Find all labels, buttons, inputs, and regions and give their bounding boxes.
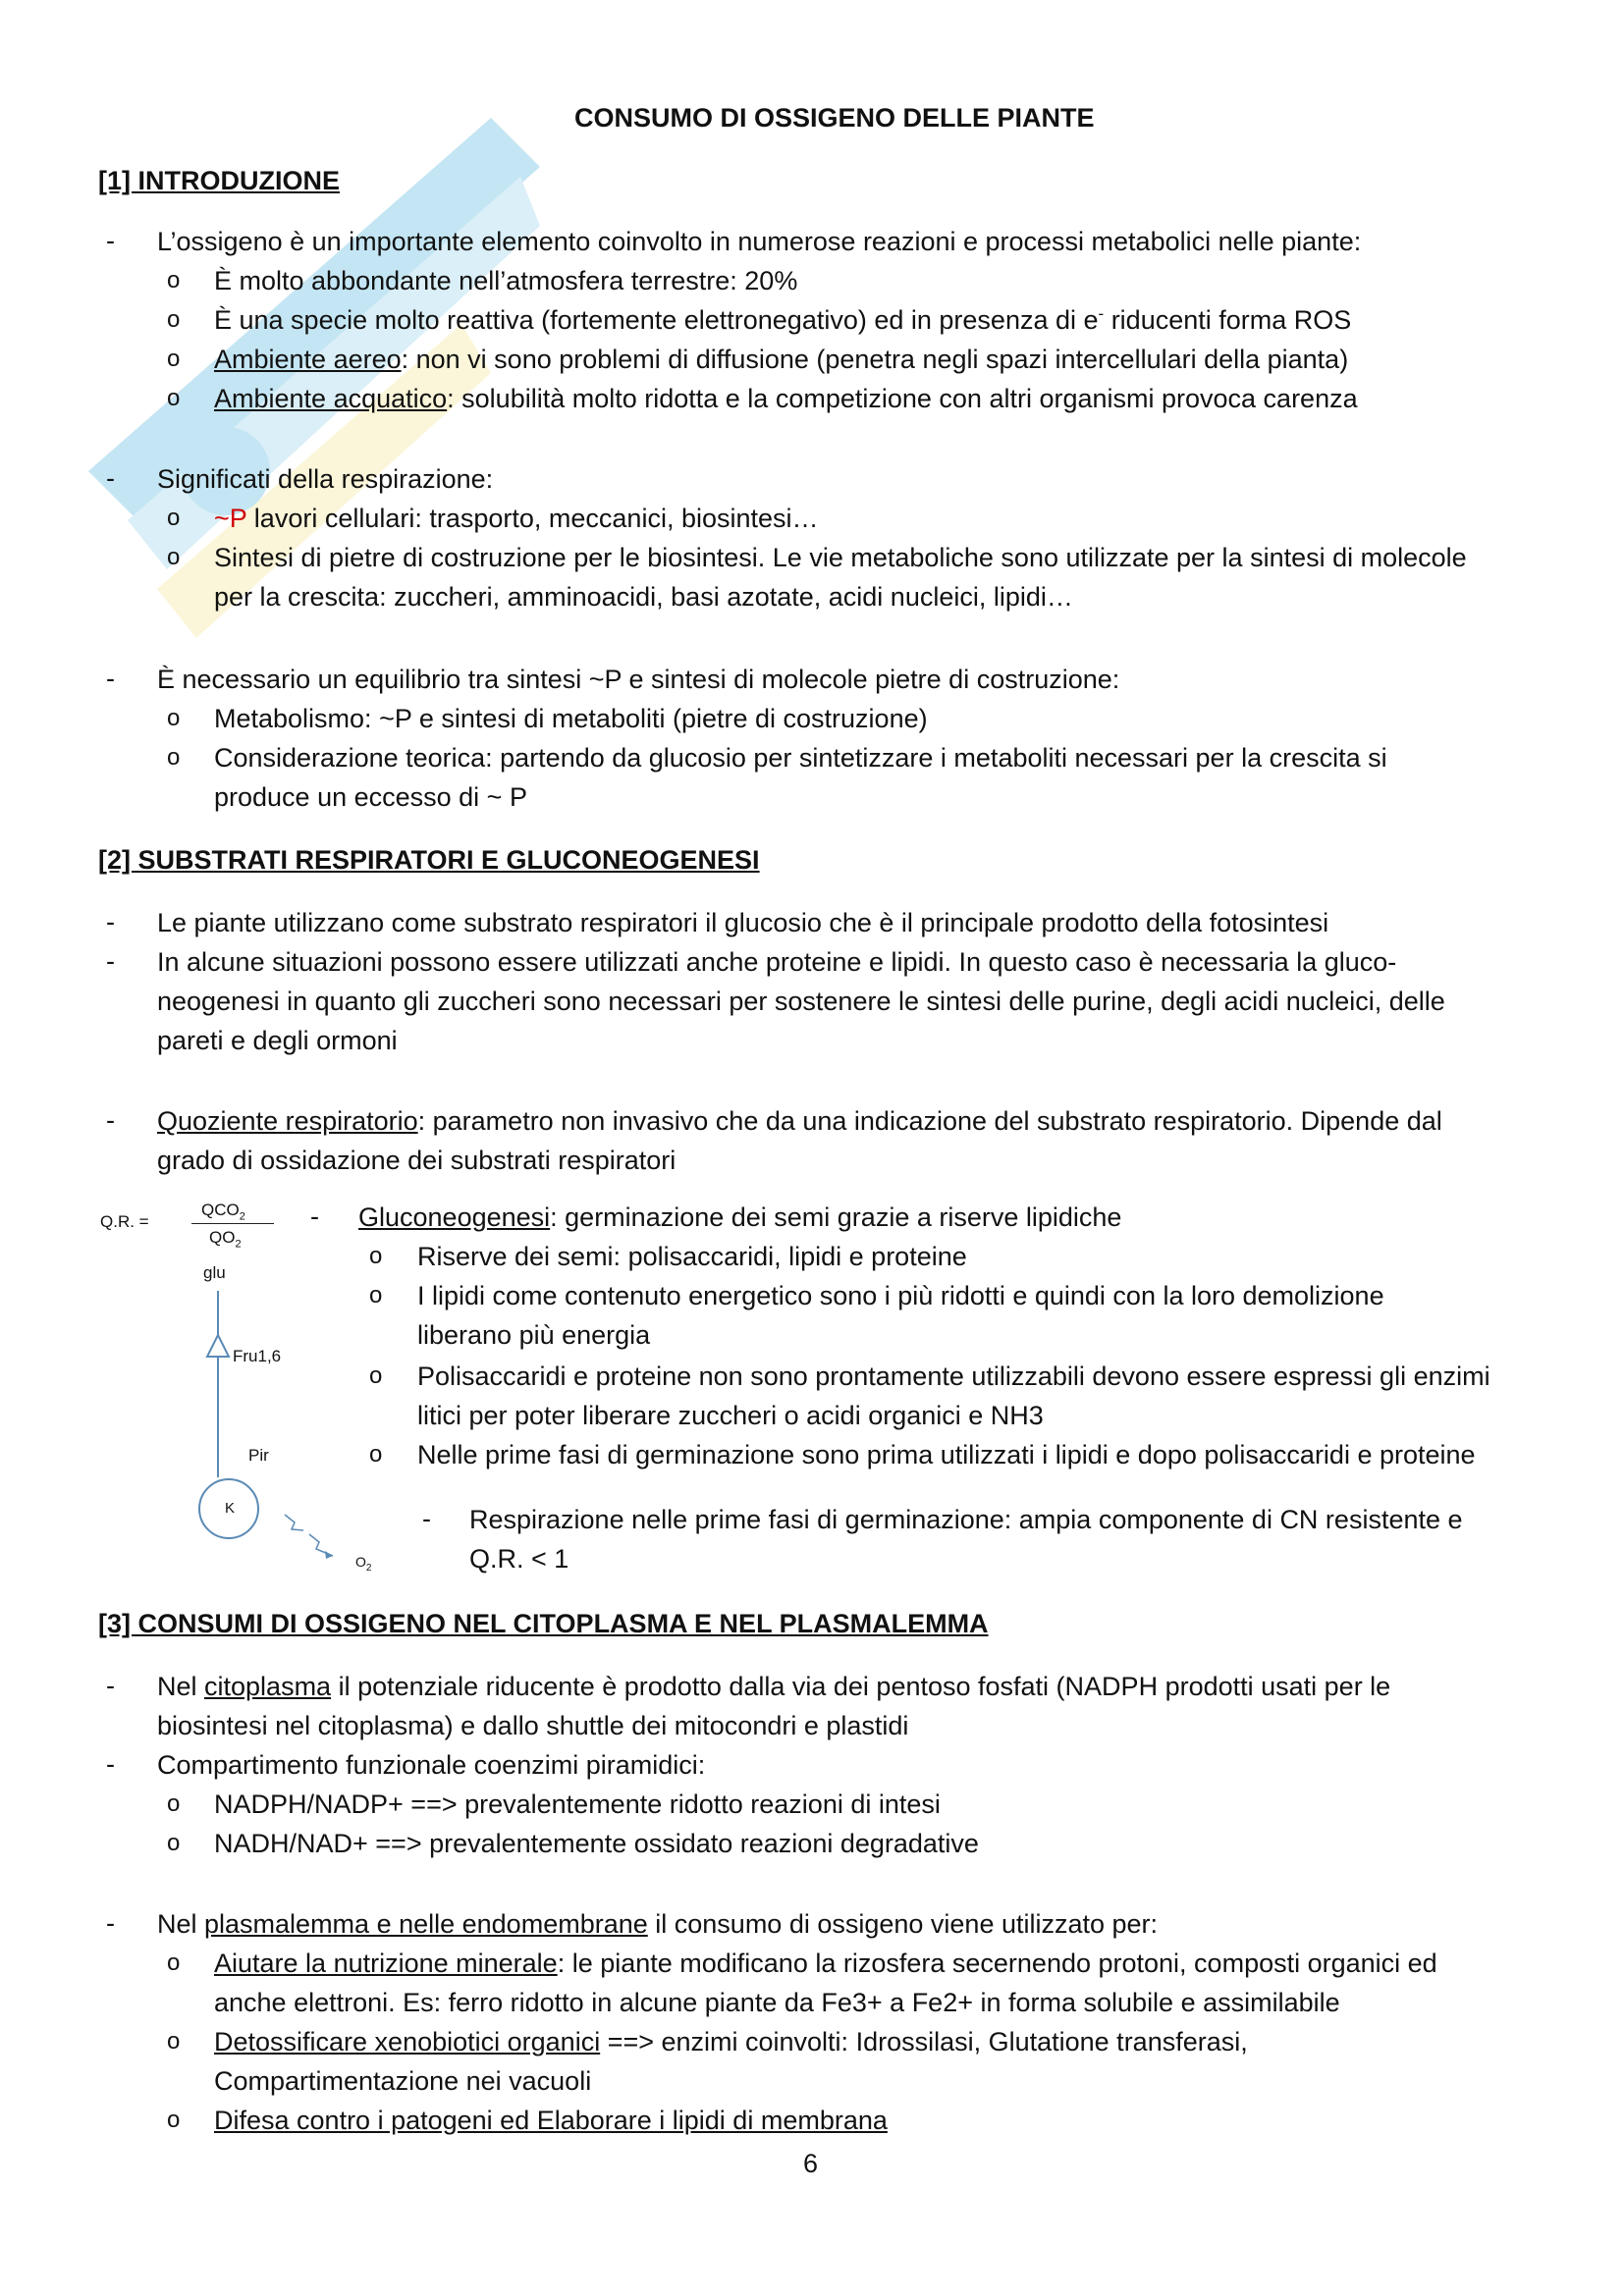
qr-numerator: $QCO_2$ <box>201 1201 245 1223</box>
circle-bullet: o <box>167 2028 181 2055</box>
paragraph-cont: grado di ossidazione dei substrati respiratori <box>157 1146 677 1175</box>
circle-bullet: o <box>167 744 181 771</box>
page-title: CONSUMO DI OSSIGENO DELLE PIANTE <box>574 103 1095 133</box>
list-item: I lipidi come contenuto energetico sono i più ridotti e quindi con la loro demolizione <box>417 1281 1384 1310</box>
list-item: Ambiente aereo: non vi sono problemi di diffusione (penetra negli spazi intercellulari della pianta) <box>214 345 1349 374</box>
section-heading-3: [3] CONSUMI DI OSSIGENO NEL CITOPLASMA E NEL PLASMALEMMA <box>98 1609 989 1638</box>
paragraph-cont: biosintesi nel citoplasma) e dallo shuttle dei mitocondri e plastidi <box>157 1711 909 1740</box>
dash-bullet: - <box>106 1671 115 1700</box>
dash-bullet: - <box>310 1201 319 1231</box>
circle-bullet: o <box>167 544 181 570</box>
list-item-cont: produce un eccesso di ~ P <box>214 782 527 812</box>
paragraph: L’ossigeno è un importante elemento coinvolto in numerose reazioni e processi metabolici nelle piante: <box>157 227 1362 256</box>
dash-bullet: - <box>422 1504 431 1533</box>
list-item: Detossificare xenobiotici organici ==> enzimi coinvolti: Idrossilasi, Glutatione transferasi, <box>214 2027 1248 2056</box>
list-item: Metabolismo: ~P e sintesi di metaboliti (pietre di costruzione) <box>214 704 928 733</box>
circle-bullet: o <box>167 505 181 531</box>
section-heading-1: [1] INTRODUZIONE <box>98 166 340 195</box>
dash-bullet: - <box>106 1749 115 1779</box>
krebs-label: K <box>225 1500 236 1517</box>
section-heading-2: [2] SUBSTRATI RESPIRATORI E GLUCONEOGENESI <box>98 845 760 875</box>
list-item-cont: liberano più energia <box>417 1320 651 1350</box>
page-number: 6 <box>803 2149 819 2178</box>
list-item-cont: Compartimentazione nei vacuoli <box>214 2066 592 2096</box>
list-item: Polisaccaridi e proteine non sono prontamente utilizzabili devono essere espressi gli enzimi <box>417 1362 1490 1391</box>
fru-label: Fru1,6 <box>233 1347 282 1365</box>
circle-bullet: o <box>369 1282 383 1308</box>
list-item-cont: per la crescita: zuccheri, amminoacidi, basi azotate, acidi nucleici, lipidi… <box>214 582 1073 612</box>
list-item: Difesa contro i patogeni ed Elaborare i lipidi di membrana <box>214 2106 888 2135</box>
circle-bullet: o <box>167 306 181 333</box>
paragraph: È necessario un equilibrio tra sintesi ~P e sintesi di molecole pietre di costruzione: <box>157 665 1120 694</box>
list-item: Considerazione teorica: partendo da glucosio per sintetizzare i metaboliti necessari per la crescita si <box>214 743 1387 773</box>
paragraph: In alcune situazioni possono essere utilizzati anche proteine e lipidi. In questo caso è necessaria la gluco- <box>157 947 1397 977</box>
dash-bullet: - <box>106 463 115 493</box>
dash-bullet: - <box>106 226 115 255</box>
list-item: È una specie molto reattiva (fortemente elettronegativo) ed in presenza di e- riducenti forma ROS <box>214 304 1352 335</box>
pathway-arrows <box>93 1193 388 1585</box>
dash-bullet: - <box>106 907 115 936</box>
circle-bullet: o <box>369 1441 383 1468</box>
circle-bullet: o <box>167 1790 181 1817</box>
circle-bullet: o <box>167 385 181 411</box>
paragraph: Gluconeogenesi: germinazione dei semi grazie a riserve lipidiche <box>358 1202 1122 1232</box>
dash-bullet: - <box>106 946 115 976</box>
paragraph: Significati della respirazione: <box>157 464 494 494</box>
dash-bullet: - <box>106 1105 115 1135</box>
circle-bullet: o <box>167 346 181 372</box>
paragraph-cont: pareti e degli ormoni <box>157 1026 398 1055</box>
pir-label: Pir <box>248 1446 269 1465</box>
list-item: Aiutare la nutrizione minerale: le piante modificano la rizosfera secernendo protoni, composti organici ed <box>214 1949 1437 1978</box>
paragraph-cont: Q.R. < 1 <box>469 1544 569 1574</box>
respiratory-quotient-diagram <box>93 1193 388 1585</box>
paragraph: Nel plasmalemma e nelle endomembrane il consumo di ossigeno viene utilizzato per: <box>157 1909 1159 1939</box>
dash-bullet: - <box>106 664 115 693</box>
circle-bullet: o <box>167 1830 181 1856</box>
list-item: NADPH/NADP+ ==> prevalentemente ridotto reazioni di intesi <box>214 1789 941 1819</box>
circle-bullet: o <box>167 267 181 294</box>
list-item-cont: anche elettroni. Es: ferro ridotto in alcune piante da Fe3+ a Fe2+ in forma solubile e assimilabile <box>214 1988 1340 2017</box>
qr-denominator: $QO_2$ <box>209 1228 242 1251</box>
circle-bullet: o <box>167 705 181 731</box>
list-item: Sintesi di pietre di costruzione per le biosintesi. Le vie metaboliche sono utilizzate per la sintesi di molecole <box>214 543 1467 572</box>
circle-bullet: o <box>167 2107 181 2133</box>
list-item-cont: litici per poter liberare zuccheri o acidi organici e NH3 <box>417 1401 1044 1430</box>
qr-label: Q.R. = <box>100 1212 149 1231</box>
list-item: Nelle prime fasi di germinazione sono prima utilizzati i lipidi e dopo polisaccaridi e proteine <box>417 1440 1476 1469</box>
list-item: Riserve dei semi: polisaccaridi, lipidi e proteine <box>417 1242 967 1271</box>
list-item: Ambiente acquatico: solubilità molto ridotta e la competizione con altri organismi provoca carenza <box>214 384 1358 413</box>
o2-label: $O_2$ <box>355 1554 372 1574</box>
paragraph: Compartimento funzionale coenzimi piramidici: <box>157 1750 706 1780</box>
paragraph: Le piante utilizzano come substrato respiratori il glucosio che è il principale prodotto della fotosintesi <box>157 908 1329 937</box>
list-item: NADH/NAD+ ==> prevalentemente ossidato reazioni degradative <box>214 1829 979 1858</box>
circle-bullet: o <box>369 1362 383 1389</box>
list-item: ~P lavori cellulari: trasporto, meccanici, biosintesi… <box>214 504 819 533</box>
circle-bullet: o <box>167 1949 181 1976</box>
glu-label: glu <box>203 1263 226 1282</box>
paragraph-cont: neogenesi in quanto gli zuccheri sono necessari per sostenere le sintesi delle purine, degli acidi nucleici, delle <box>157 987 1445 1016</box>
list-item: È molto abbondante nell’atmosfera terrestre: 20% <box>214 266 798 295</box>
paragraph: Respirazione nelle prime fasi di germinazione: ampia componente di CN resistente e <box>469 1505 1463 1534</box>
paragraph: Quoziente respiratorio: parametro non invasivo che da una indicazione del substrato respiratorio. Dipende dal <box>157 1106 1442 1136</box>
paragraph: Nel citoplasma il potenziale riducente è prodotto dalla via dei pentoso fosfati (NADPH prodotti usati per le <box>157 1672 1391 1701</box>
circle-bullet: o <box>369 1243 383 1269</box>
dash-bullet: - <box>106 1908 115 1938</box>
